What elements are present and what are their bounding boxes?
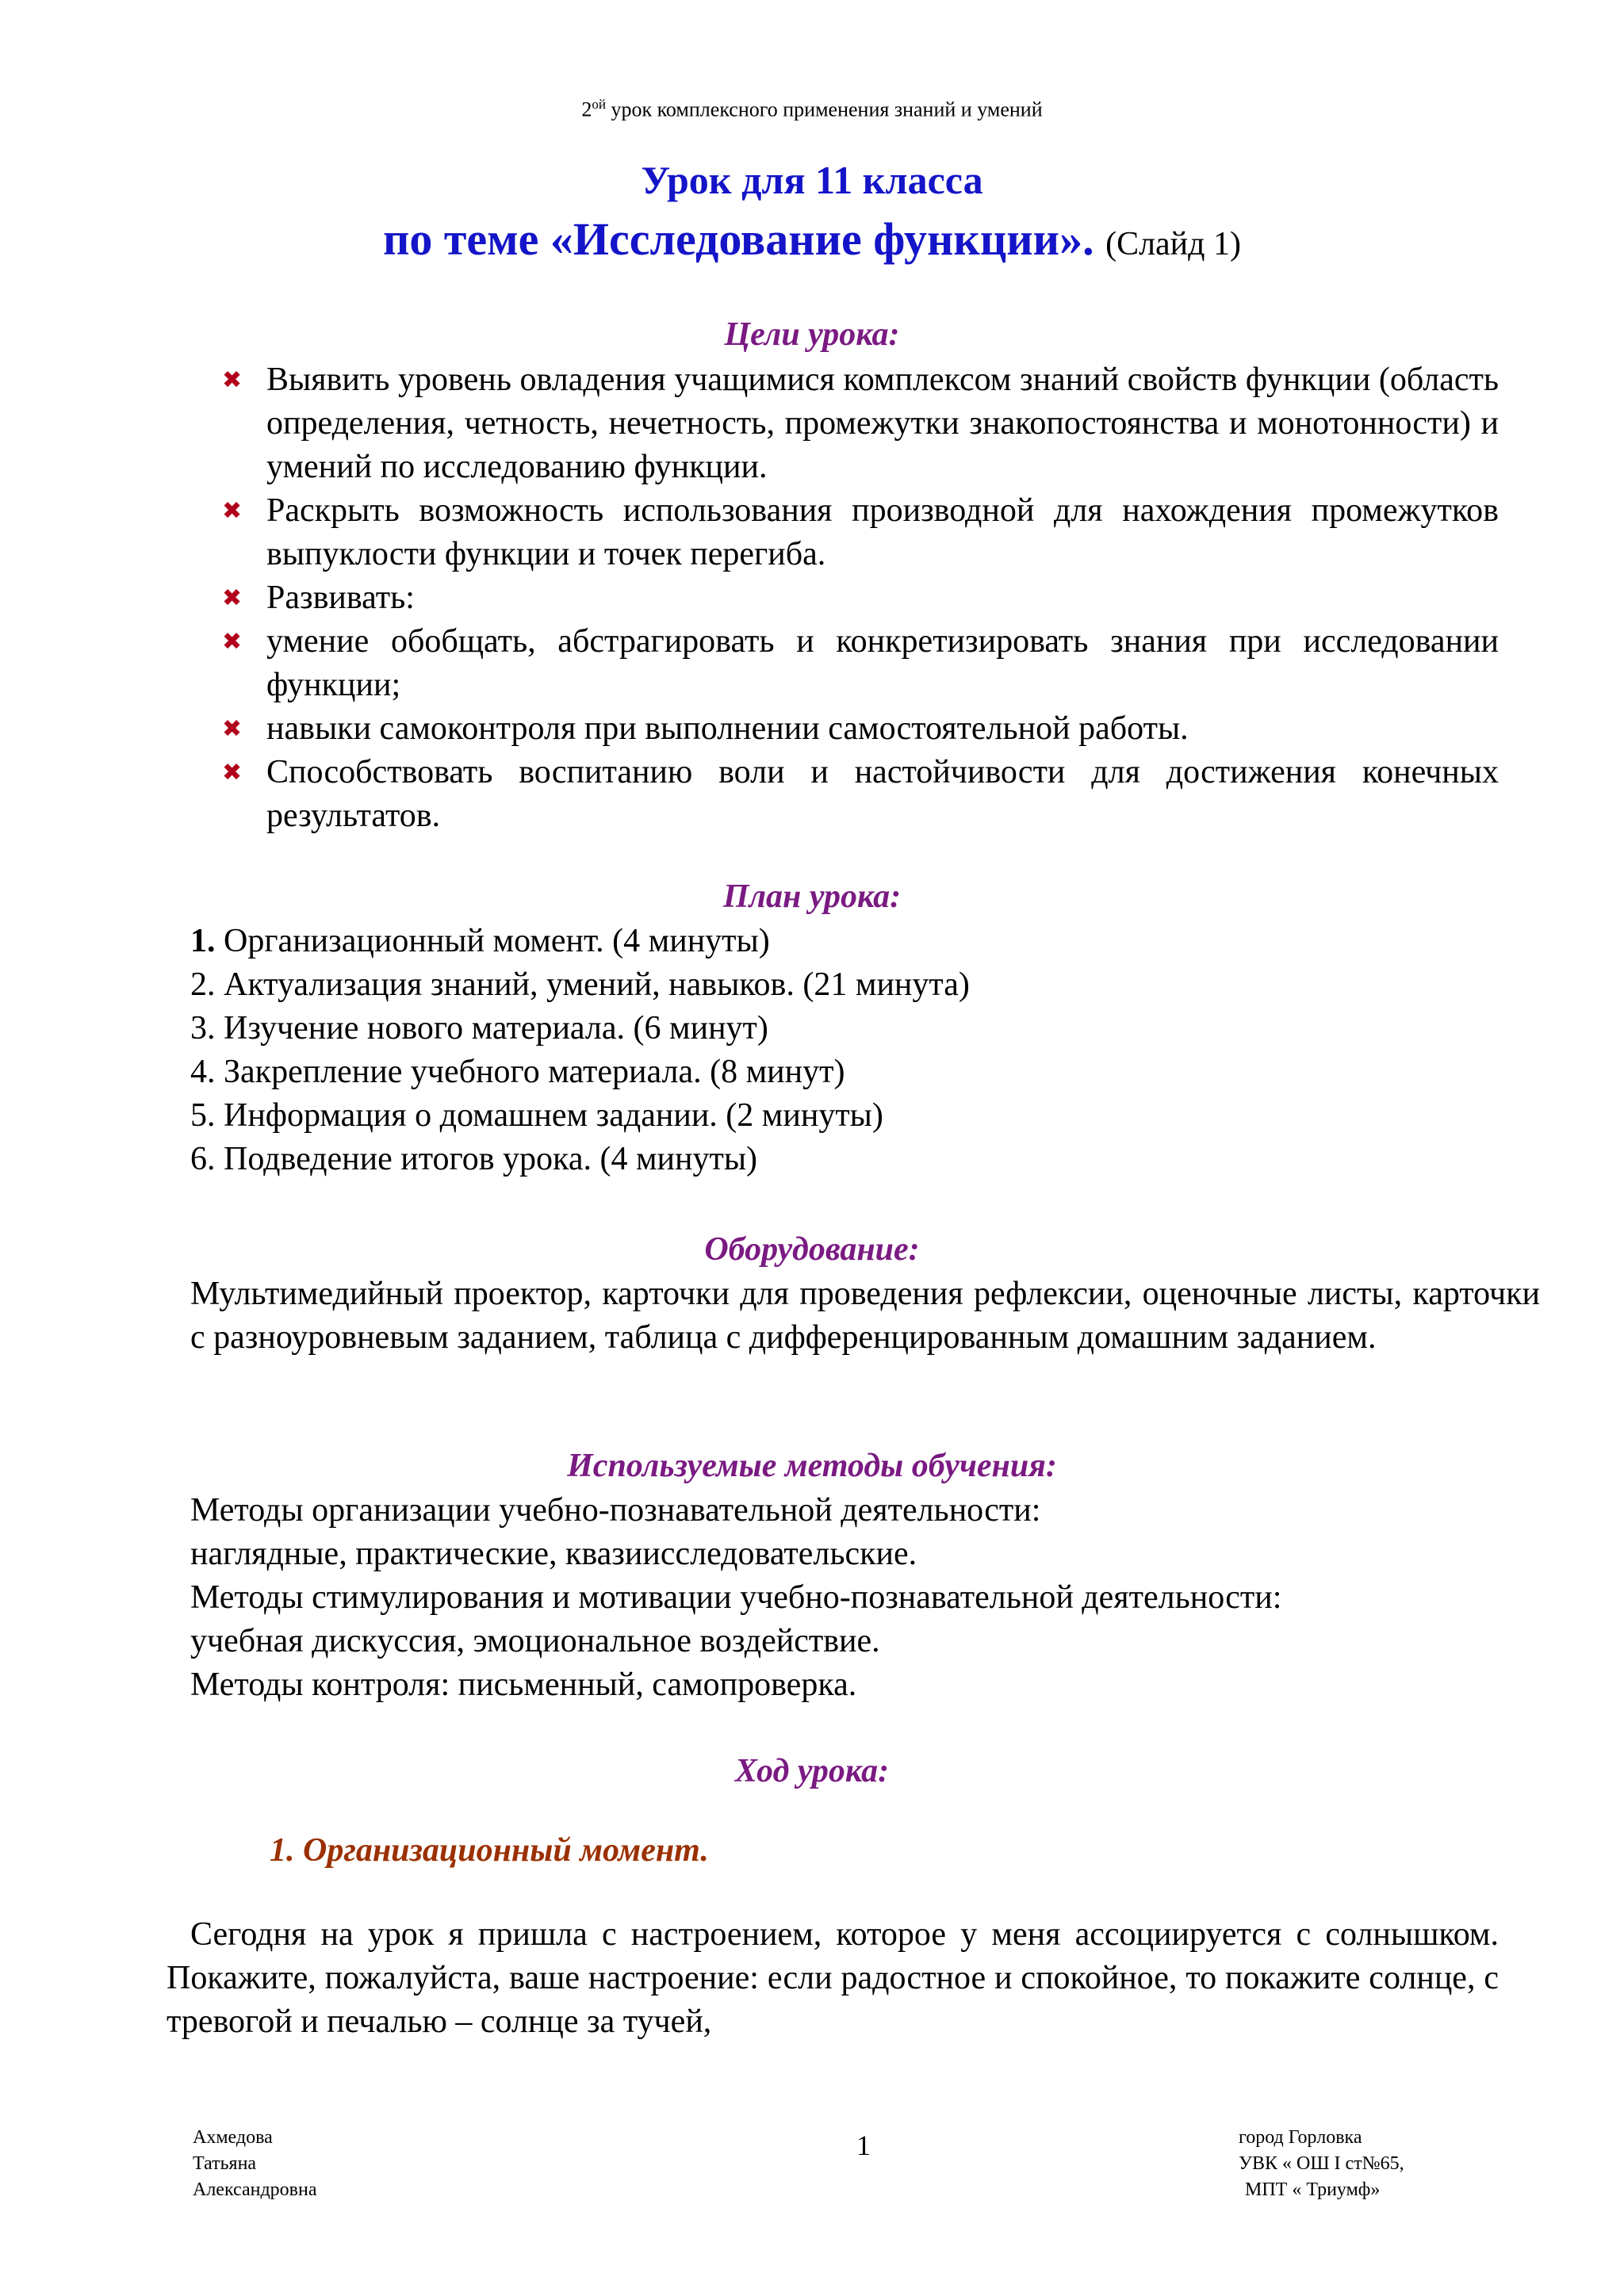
slide-ref: (Слайд 1) [1105, 226, 1242, 262]
list-item: 4. Закрепление учебного материала. (8 минут) [190, 1054, 845, 1090]
cross-bullet-icon: ✖ [222, 628, 243, 656]
title-line-1: Урок для 11 класса [641, 158, 983, 202]
list-item: ✖ Развивать: [214, 576, 1499, 620]
course-subheading: 1. Организационный момент. [270, 1832, 709, 1869]
equipment-heading: Оборудование: [704, 1231, 920, 1268]
footer-location: город Горловка УВК « ОШ I ст№65, МПТ « Триумф» [1239, 2127, 1404, 2200]
footer-author: Ахмедова Татьяна Александровна [193, 2127, 317, 2200]
header-prefix: 2 [581, 98, 592, 121]
methods-line: Методы контроля: письменный, самопроверка. [190, 1667, 857, 1703]
list-item: 1. Организационный момент. (4 минуты) [190, 923, 770, 959]
methods-line: учебная дискуссия, эмоциональное воздействие. [190, 1623, 880, 1659]
cross-bullet-icon: ✖ [222, 584, 243, 612]
list-item: ✖ Выявить уровень овладения учащимися комплексом знаний свойств функции (область определения, четность, нечетность, промежутки знакопостоянства и монотонности) и умений по исследованию функции. [214, 358, 1499, 489]
cross-bullet-icon: ✖ [222, 715, 243, 743]
list-item: ✖ умение обобщать, абстрагировать и конкретизировать знания при исследовании функции; [214, 620, 1499, 707]
methods-list [190, 1489, 1281, 1707]
course-text: Сегодня на урок я пришла с настроением, которое у меня ассоциируется с солнышком. Покажите, пожалуйста, ваше настроение: если радостное и спокойное, то покажите солнце, с тревогой и печалью – солнце за тучей, [167, 1916, 1499, 2040]
title-line-2 [0, 212, 1624, 266]
goals-heading: Цели урока: [724, 316, 900, 353]
cross-bullet-icon: ✖ [222, 759, 243, 786]
list-item: 2. Актуализация знаний, умений, навыков. (21 минута) [190, 966, 970, 1003]
plan-heading: План урока: [722, 878, 902, 915]
cross-bullet-icon: ✖ [222, 366, 243, 394]
page-header [0, 97, 1624, 122]
methods-heading: Используемые методы обучения: [567, 1448, 1057, 1484]
list-item: ✖ Раскрыть возможность использования производной для нахождения промежутков выпуклости функции и точек перегиба. [214, 489, 1499, 576]
title-topic: по теме «Исследование функции». [382, 213, 1094, 265]
plan-list [190, 920, 970, 1181]
list-item: 6. Подведение итогов урока. (4 минуты) [190, 1141, 758, 1177]
list-item: 5. Информация о домашнем задании. (2 минуты) [190, 1097, 883, 1134]
list-item: ✖ навыки самоконтроля при выполнении самостоятельной работы. [214, 707, 1499, 751]
header-sup: ой [592, 97, 606, 112]
list-item: ✖ Способствовать воспитанию воли и настойчивости для достижения конечных результатов. [214, 751, 1499, 838]
page-number: 1 [856, 2130, 871, 2161]
equipment-text: Мультимедийный проектор, карточки для проведения рефлексии, оценочные листы, карточки с разноуровневым заданием, таблица с дифференцированным домашним заданием. [190, 1276, 1540, 1356]
list-item: 3. Изучение нового материала. (6 минут) [190, 1010, 768, 1047]
course-heading: Ход урока: [734, 1753, 890, 1789]
cross-bullet-icon: ✖ [222, 497, 243, 525]
methods-line: Методы организации учебно-познавательной деятельности: [190, 1492, 1041, 1529]
methods-line: Методы стимулирования и мотивации учебно-познавательной деятельности: [190, 1579, 1282, 1616]
goals-list [214, 358, 1499, 838]
methods-line: наглядные, практические, квазиисследовательские. [190, 1536, 917, 1572]
header-text: урок комплексного применения знаний и умений [605, 98, 1043, 121]
